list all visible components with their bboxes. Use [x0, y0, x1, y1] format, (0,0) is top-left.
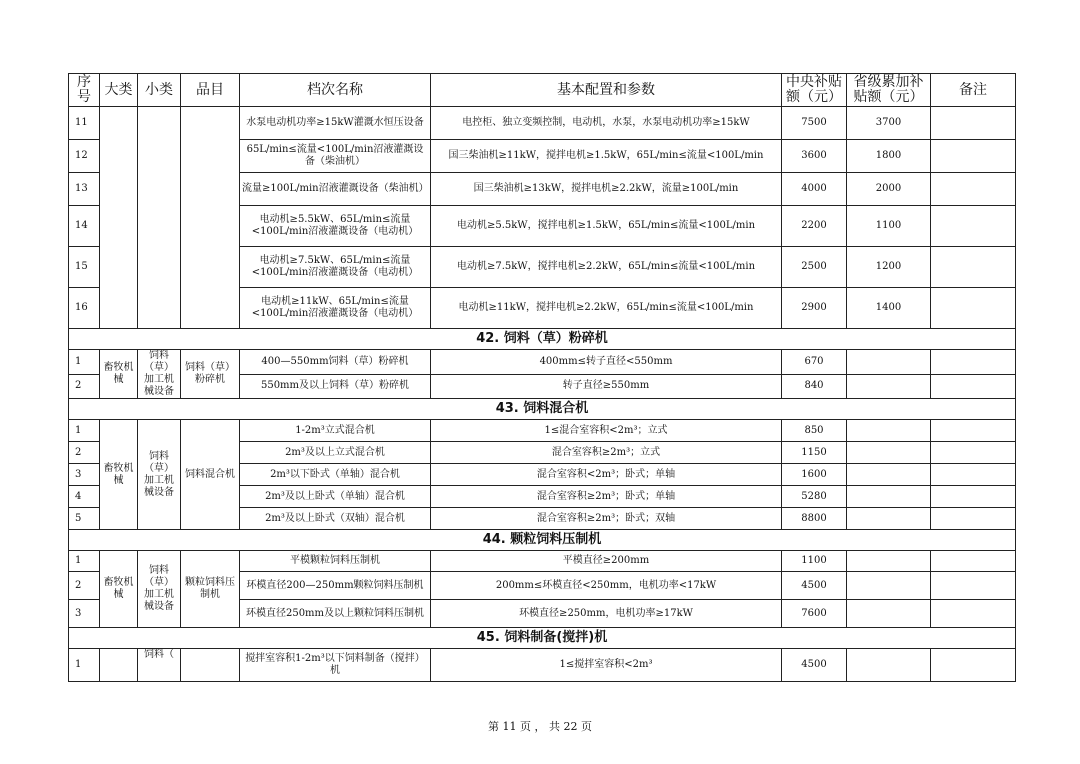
central-subsidy: 8800	[782, 508, 847, 530]
provincial-subsidy: 1400	[847, 288, 931, 329]
col-central-subsidy-header: 中央补贴额（元）	[782, 74, 847, 107]
grade-name: 平模颗粒饲料压制机	[240, 551, 431, 572]
provincial-subsidy	[847, 464, 931, 486]
col-item-header: 品目	[181, 74, 240, 107]
grade-name: 65L/min≤流量<100L/min沼液灌溉设备（柴油机）	[240, 140, 431, 173]
config-params: 400mm≤转子直径<550mm	[431, 350, 782, 375]
central-subsidy: 2500	[782, 247, 847, 288]
central-subsidy: 840	[782, 374, 847, 399]
col-provincial-subsidy-header: 省级累加补贴额（元）	[847, 74, 931, 107]
row-number: 4	[69, 486, 100, 508]
grade-name: 1-2m³立式混合机	[240, 420, 431, 442]
row-number: 1	[69, 649, 100, 682]
section-title-row	[69, 399, 1016, 420]
config-params: 环模直径≥250mm，电机功率≥17kW	[431, 600, 782, 628]
grade-name: 2m³及以上卧式（双轴）混合机	[240, 508, 431, 530]
central-subsidy: 850	[782, 420, 847, 442]
central-subsidy: 2900	[782, 288, 847, 329]
item-cell	[181, 107, 240, 329]
col-params-header: 基本配置和参数	[431, 74, 782, 107]
grade-name: 550mm及以上饲料（草）粉碎机	[240, 374, 431, 399]
row-number: 11	[69, 107, 100, 140]
provincial-subsidy: 2000	[847, 173, 931, 206]
grade-name: 水泵电动机功率≥15kW灌溉水恒压设备	[240, 107, 431, 140]
provincial-subsidy	[847, 486, 931, 508]
central-subsidy: 2200	[782, 206, 847, 247]
config-params: 混合室容积≥2m³；卧式；双轴	[431, 508, 782, 530]
central-subsidy: 7600	[782, 600, 847, 628]
central-subsidy: 4000	[782, 173, 847, 206]
grade-name: 环模直径250mm及以上颗粒饲料压制机	[240, 600, 431, 628]
col-no-header: 序号	[69, 74, 100, 107]
grade-name: 环模直径200—250mm颗粒饲料压制机	[240, 572, 431, 600]
row-number: 16	[69, 288, 100, 329]
remarks	[931, 247, 1016, 288]
provincial-subsidy: 3700	[847, 107, 931, 140]
provincial-subsidy	[847, 551, 931, 572]
row-number: 1	[69, 420, 100, 442]
config-params: 混合室容积<2m³；卧式；单轴	[431, 464, 782, 486]
provincial-subsidy: 1100	[847, 206, 931, 247]
provincial-subsidy	[847, 350, 931, 375]
row-number: 3	[69, 600, 100, 628]
section-title: 42. 饲料（草）粉碎机	[69, 329, 1016, 350]
item-cell	[181, 649, 240, 682]
config-params: 1≤混合室容积<2m³；立式	[431, 420, 782, 442]
table-row	[69, 649, 1016, 682]
big-category-cell: 畜牧机械	[100, 551, 138, 628]
provincial-subsidy	[847, 442, 931, 464]
central-subsidy: 1100	[782, 551, 847, 572]
small-category-cell: 饲料（草）加工机械设备	[138, 350, 181, 399]
provincial-subsidy	[847, 420, 931, 442]
central-subsidy: 7500	[782, 107, 847, 140]
remarks	[931, 464, 1016, 486]
page-footer: 第 11 页 ， 共 22 页	[488, 720, 592, 733]
row-number: 5	[69, 508, 100, 530]
config-params: 混合室容积≥2m³；卧式；单轴	[431, 486, 782, 508]
row-number: 2	[69, 442, 100, 464]
section-title-row	[69, 628, 1016, 649]
row-number: 2	[69, 572, 100, 600]
big-category-cell: 畜牧机械	[100, 420, 138, 530]
col-big-category-header: 大类	[100, 74, 138, 107]
big-category-cell	[100, 107, 138, 329]
config-params: 200mm≤环模直径<250mm，电机功率<17kW	[431, 572, 782, 600]
remarks	[931, 107, 1016, 140]
col-small-category-header: 小类	[138, 74, 181, 107]
provincial-subsidy	[847, 600, 931, 628]
table-row	[69, 420, 1016, 442]
remarks	[931, 173, 1016, 206]
central-subsidy: 3600	[782, 140, 847, 173]
subsidy-table	[68, 73, 1016, 682]
item-cell: 颗粒饲料压制机	[181, 551, 240, 628]
section-title-row	[69, 329, 1016, 350]
remarks	[931, 649, 1016, 682]
col-remarks-header: 备注	[931, 74, 1016, 107]
config-params: 电动机≥5.5kW，搅拌电机≥1.5kW，65L/min≤流量<100L/min	[431, 206, 782, 247]
small-category-cell: 饲料（草）加工机械设备	[138, 420, 181, 530]
central-subsidy: 4500	[782, 649, 847, 682]
item-cell: 饲料（草）粉碎机	[181, 350, 240, 399]
section-title-row	[69, 530, 1016, 551]
section-title: 43. 饲料混合机	[69, 399, 1016, 420]
table-row	[69, 350, 1016, 375]
grade-name: 电动机≥11kW、65L/min≤流量<100L/min沼液灌溉设备（电动机）	[240, 288, 431, 329]
row-number: 13	[69, 173, 100, 206]
remarks	[931, 486, 1016, 508]
header-row	[69, 74, 1016, 107]
central-subsidy: 1150	[782, 442, 847, 464]
remarks	[931, 288, 1016, 329]
config-params: 国三柴油机≥11kW，搅拌电机≥1.5kW，65L/min≤流量<100L/min	[431, 140, 782, 173]
provincial-subsidy: 1800	[847, 140, 931, 173]
remarks	[931, 600, 1016, 628]
row-number: 1	[69, 551, 100, 572]
grade-name: 搅拌室容积1-2m³以下饲料制备（搅拌）机	[240, 649, 431, 682]
remarks	[931, 442, 1016, 464]
central-subsidy: 4500	[782, 572, 847, 600]
table-row	[69, 551, 1016, 572]
small-category-cell: 饲料（草）加工机械设备	[138, 551, 181, 628]
central-subsidy: 5280	[782, 486, 847, 508]
remarks	[931, 206, 1016, 247]
item-cell: 饲料混合机	[181, 420, 240, 530]
grade-name: 电动机≥5.5kW、65L/min≤流量<100L/min沼液灌溉设备（电动机）	[240, 206, 431, 247]
remarks	[931, 374, 1016, 399]
remarks	[931, 420, 1016, 442]
row-number: 3	[69, 464, 100, 486]
central-subsidy: 670	[782, 350, 847, 375]
remarks	[931, 508, 1016, 530]
small-category-cell	[138, 107, 181, 329]
provincial-subsidy	[847, 508, 931, 530]
grade-name: 400—550mm饲料（草）粉碎机	[240, 350, 431, 375]
table-row	[69, 107, 1016, 140]
config-params: 电动机≥7.5kW，搅拌电机≥2.2kW，65L/min≤流量<100L/min	[431, 247, 782, 288]
config-params: 电控柜、独立变频控制，电动机，水泵，水泵电动机功率≥15kW	[431, 107, 782, 140]
grade-name: 电动机≥7.5kW、65L/min≤流量<100L/min沼液灌溉设备（电动机）	[240, 247, 431, 288]
provincial-subsidy	[847, 374, 931, 399]
config-params: 平模直径≥200mm	[431, 551, 782, 572]
grade-name: 2m³及以上卧式（单轴）混合机	[240, 486, 431, 508]
provincial-subsidy: 1200	[847, 247, 931, 288]
central-subsidy: 1600	[782, 464, 847, 486]
row-number: 15	[69, 247, 100, 288]
provincial-subsidy	[847, 572, 931, 600]
row-number: 1	[69, 350, 100, 375]
remarks	[931, 350, 1016, 375]
big-category-cell	[100, 649, 138, 682]
row-number: 12	[69, 140, 100, 173]
big-category-cell: 畜牧机械	[100, 350, 138, 399]
section-title: 45. 饲料制备(搅拌)机	[69, 628, 1016, 649]
config-params: 转子直径≥550mm	[431, 374, 782, 399]
config-params: 混合室容积≥2m³；立式	[431, 442, 782, 464]
config-params: 1≤搅拌室容积<2m³	[431, 649, 782, 682]
provincial-subsidy	[847, 649, 931, 682]
grade-name: 2m³及以上立式混合机	[240, 442, 431, 464]
config-params: 电动机≥11kW，搅拌电机≥2.2kW，65L/min≤流量<100L/min	[431, 288, 782, 329]
grade-name: 流量≥100L/min沼液灌溉设备（柴油机）	[240, 173, 431, 206]
remarks	[931, 572, 1016, 600]
section-title: 44. 颗粒饲料压制机	[69, 530, 1016, 551]
grade-name: 2m³以下卧式（单轴）混合机	[240, 464, 431, 486]
config-params: 国三柴油机≥13kW，搅拌电机≥2.2kW，流量≥100L/min	[431, 173, 782, 206]
small-category-cell: 饲料（	[138, 649, 181, 682]
row-number: 14	[69, 206, 100, 247]
remarks	[931, 551, 1016, 572]
remarks	[931, 140, 1016, 173]
col-grade-name-header: 档次名称	[240, 74, 431, 107]
row-number: 2	[69, 374, 100, 399]
